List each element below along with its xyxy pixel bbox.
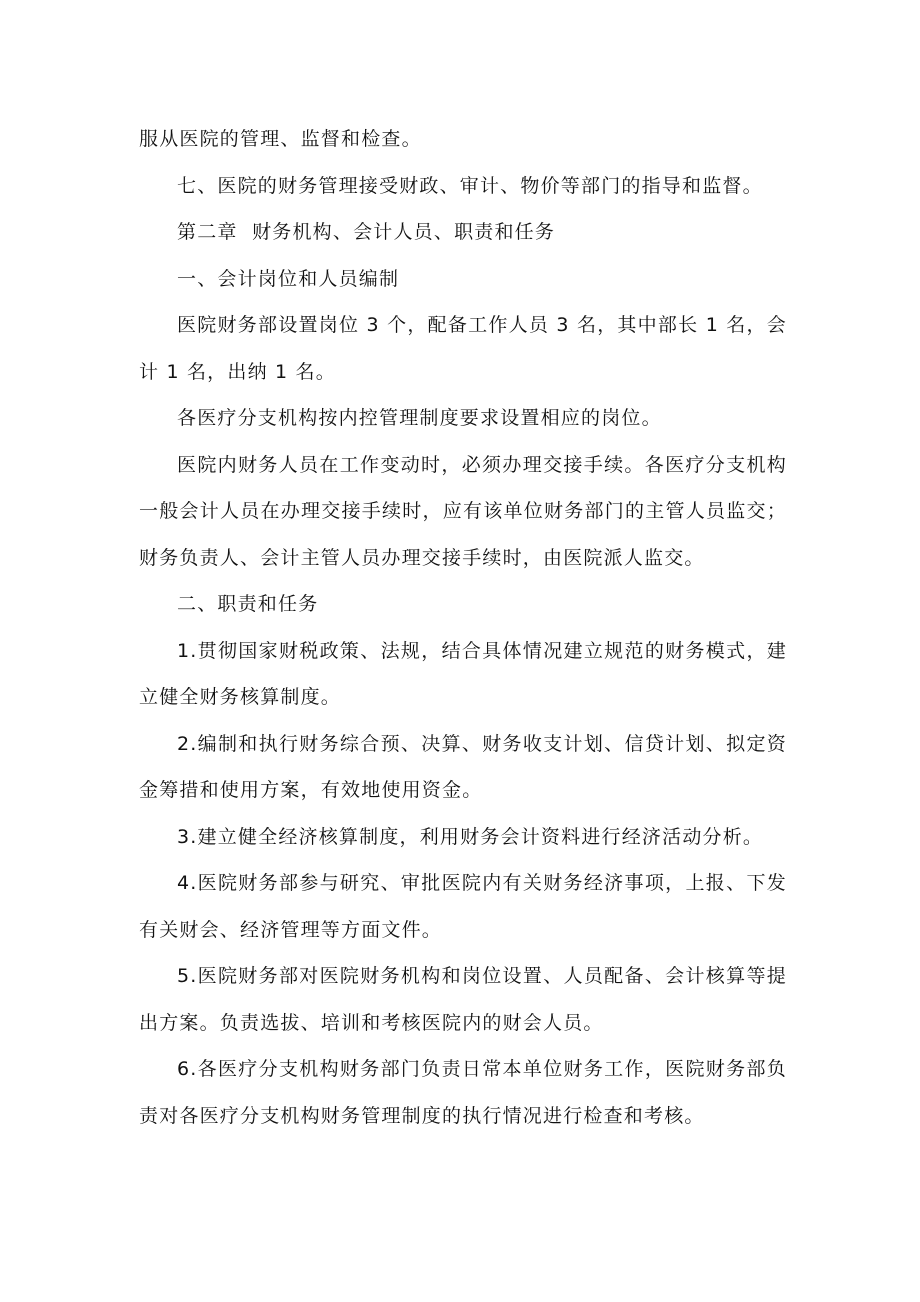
document-body <box>139 116 787 1139</box>
paragraph-item-7: 七、医院的财务管理接受财政、审计、物价等部门的指导和监督。 <box>177 174 763 197</box>
duty-item-1: 1.贯彻国家财税政策、法规，结合具体情况建立规范的财务模式，建立健全财务核算制度。 <box>139 639 787 708</box>
paragraph-branch-posts: 各医疗分支机构按内控管理制度要求设置相应的岗位。 <box>177 407 662 429</box>
duty-item-5: 5.医院财务部对医院财务机构和岗位设置、人员配备、会计核算等提出方案。负责选拔、培训和考核医院内的财会人员。 <box>139 965 787 1034</box>
section-heading-2: 二、职责和任务 <box>177 593 319 615</box>
section-heading-1: 一、会计岗位和人员编制 <box>177 267 400 290</box>
paragraph-handover: 医院内财务人员在工作变动时，必须办理交接手续。各医疗分支机构一般会计人员在办理交接手续时，应有该单位财务部门的主管人员监交；财务负责人、会计主管人员办理交接手续时，由医院派人监交。 <box>139 453 787 569</box>
duty-item-4: 4.医院财务部参与研究、审批医院内有关财务经济事项，上报、下发有关财会、经济管理等方面文件。 <box>139 872 787 941</box>
paragraph-staffing: 医院财务部设置岗位 3 个，配备工作人员 3 名，其中部长 1 名，会计 1 名，出纳 1 名。 <box>139 314 787 383</box>
duty-item-6: 6.各医疗分支机构财务部门负责日常本单位财务工作，医院财务部负责对各医疗分支机构财务管理制度的执行情况进行检查和考核。 <box>139 1058 787 1127</box>
paragraph-continuation: 服从医院的管理、监督和检查。 <box>139 128 422 150</box>
duty-item-2: 2.编制和执行财务综合预、决算、财务收支计划、信贷计划、拟定资金筹措和使用方案，有效地使用资金。 <box>139 732 787 801</box>
chapter-heading: 第二章 财务机构、会计人员、职责和任务 <box>177 221 556 243</box>
duty-item-3: 3.建立健全经济核算制度，利用财务会计资料进行经济活动分析。 <box>177 825 764 848</box>
